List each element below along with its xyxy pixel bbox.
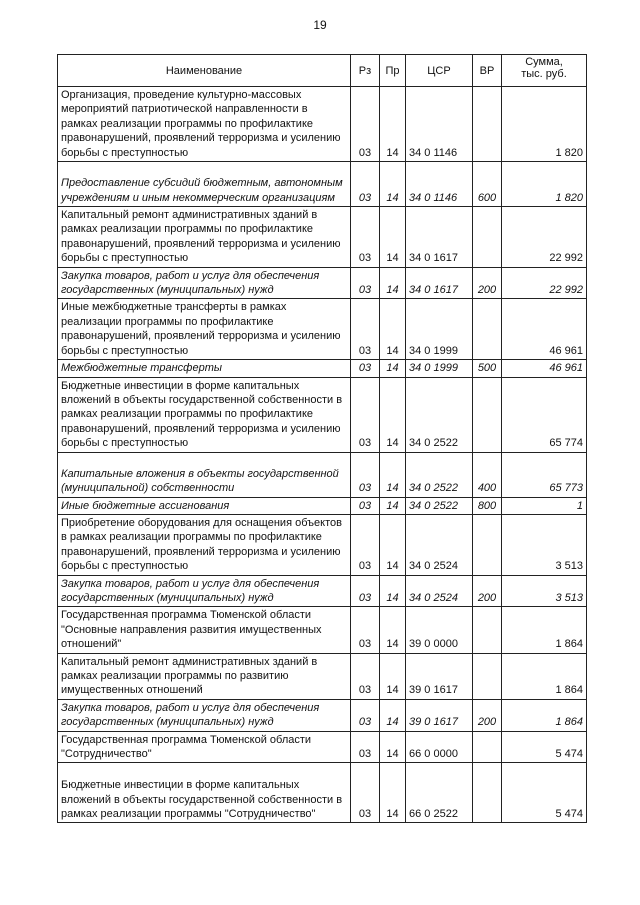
cell-pr: 14 <box>380 360 406 377</box>
cell-vr <box>473 87 502 162</box>
cell-sum: 3 513 <box>502 514 587 575</box>
cell-rz: 03 <box>351 267 380 299</box>
cell-vr: 200 <box>473 575 502 607</box>
cell-vr: 200 <box>473 267 502 299</box>
cell-name: Межбюджетные трансферты <box>58 360 351 377</box>
cell-rz: 03 <box>351 377 380 452</box>
cell-rz: 03 <box>351 452 380 497</box>
cell-csr: 39 0 0000 <box>406 607 473 653</box>
cell-rz: 03 <box>351 575 380 607</box>
cell-rz: 03 <box>351 514 380 575</box>
cell-sum: 46 961 <box>502 299 587 360</box>
cell-csr: 34 0 1999 <box>406 360 473 377</box>
table-row <box>58 87 587 162</box>
header-sum-line1: Сумма, <box>525 56 563 68</box>
cell-sum: 5 474 <box>502 763 587 823</box>
cell-vr: 800 <box>473 497 502 514</box>
cell-sum: 22 992 <box>502 207 587 268</box>
cell-name: Закупка товаров, работ и услуг для обеспечения государственных (муниципальных) нужд <box>58 267 351 299</box>
cell-vr <box>473 653 502 699</box>
cell-csr: 34 0 2524 <box>406 575 473 607</box>
cell-pr: 14 <box>380 653 406 699</box>
table-row <box>58 207 587 268</box>
cell-pr: 14 <box>380 699 406 731</box>
cell-name: Предоставление субсидий бюджетным, автономным учреждениям и иным некоммерческим организациям <box>58 162 351 207</box>
cell-sum: 1 820 <box>502 87 587 162</box>
cell-csr: 34 0 1617 <box>406 207 473 268</box>
cell-csr: 66 0 0000 <box>406 731 473 763</box>
cell-sum: 1 864 <box>502 653 587 699</box>
cell-name: Государственная программа Тюменской области "Основные направления развития имущественных отношений" <box>58 607 351 653</box>
cell-vr: 200 <box>473 699 502 731</box>
cell-csr: 34 0 2522 <box>406 497 473 514</box>
cell-rz: 03 <box>351 699 380 731</box>
page-number: 19 <box>313 18 327 32</box>
cell-pr: 14 <box>380 207 406 268</box>
cell-sum: 1 864 <box>502 607 587 653</box>
cell-sum: 5 474 <box>502 731 587 763</box>
header-vr: ВР <box>473 55 502 87</box>
cell-csr: 39 0 1617 <box>406 653 473 699</box>
cell-pr: 14 <box>380 162 406 207</box>
cell-csr: 34 0 1999 <box>406 299 473 360</box>
table-row <box>58 514 587 575</box>
cell-pr: 14 <box>380 763 406 823</box>
cell-pr: 14 <box>380 731 406 763</box>
cell-csr: 34 0 2524 <box>406 514 473 575</box>
cell-rz: 03 <box>351 653 380 699</box>
table-header-row <box>58 55 587 87</box>
cell-sum: 3 513 <box>502 575 587 607</box>
table-row <box>58 653 587 699</box>
cell-csr: 34 0 1146 <box>406 162 473 207</box>
cell-vr: 400 <box>473 452 502 497</box>
header-name: Наименование <box>58 55 351 87</box>
cell-name: Капитальный ремонт административных зданий в рамках реализации программы по профилактике правонарушений, проявлений терроризма и усилению борьбы с преступностью <box>58 207 351 268</box>
cell-name: Бюджетные инвестиции в форме капитальных вложений в объекты государственной собственности в рамках реализации программы "Сотрудничество" <box>58 763 351 823</box>
cell-pr: 14 <box>380 514 406 575</box>
cell-name: Закупка товаров, работ и услуг для обеспечения государственных (муниципальных) нужд <box>58 575 351 607</box>
cell-sum: 1 820 <box>502 162 587 207</box>
cell-pr: 14 <box>380 87 406 162</box>
cell-csr: 34 0 2522 <box>406 452 473 497</box>
cell-sum: 22 992 <box>502 267 587 299</box>
header-rz: Рз <box>351 55 380 87</box>
cell-name: Организация, проведение культурно-массовых мероприятий патриотической направленности в рамках реализации программы по профилактике правонарушений, проявлений терроризма и усилению борьбы с преступностью <box>58 87 351 162</box>
table-row <box>58 607 587 653</box>
cell-vr: 500 <box>473 360 502 377</box>
header-csr: ЦСР <box>406 55 473 87</box>
cell-pr: 14 <box>380 299 406 360</box>
cell-vr <box>473 299 502 360</box>
cell-name: Иные межбюджетные трансферты в рамках реализации программы по профилактике правонарушений, проявлений терроризма и усилению борьбы с преступностью <box>58 299 351 360</box>
cell-name: Иные бюджетные ассигнования <box>58 497 351 514</box>
cell-rz: 03 <box>351 299 380 360</box>
cell-csr: 34 0 2522 <box>406 377 473 452</box>
table-row <box>58 377 587 452</box>
cell-sum: 1 <box>502 497 587 514</box>
cell-rz: 03 <box>351 360 380 377</box>
cell-name: Закупка товаров, работ и услуг для обеспечения государственных (муниципальных) нужд <box>58 699 351 731</box>
cell-rz: 03 <box>351 731 380 763</box>
cell-pr: 14 <box>380 607 406 653</box>
table-row <box>58 497 587 514</box>
table-row <box>58 299 587 360</box>
cell-name: Бюджетные инвестиции в форме капитальных вложений в объекты государственной собственности в рамках реализации программы по профилактике правонарушений, проявлений терроризма и усилению борьбы с преступностью <box>58 377 351 452</box>
table-row <box>58 360 587 377</box>
table-row <box>58 452 587 497</box>
cell-pr: 14 <box>380 267 406 299</box>
budget-table <box>57 54 587 823</box>
cell-rz: 03 <box>351 763 380 823</box>
cell-vr <box>473 377 502 452</box>
table-row <box>58 267 587 299</box>
cell-pr: 14 <box>380 377 406 452</box>
cell-csr: 66 0 2522 <box>406 763 473 823</box>
table-row <box>58 162 587 207</box>
cell-csr: 34 0 1617 <box>406 267 473 299</box>
cell-vr <box>473 207 502 268</box>
cell-csr: 34 0 1146 <box>406 87 473 162</box>
cell-rz: 03 <box>351 607 380 653</box>
cell-name: Капитальный ремонт административных зданий в рамках реализации программы по развитию имущественных отношений <box>58 653 351 699</box>
cell-name: Капитальные вложения в объекты государственной (муниципальной) собственности <box>58 452 351 497</box>
cell-name: Государственная программа Тюменской области "Сотрудничество" <box>58 731 351 763</box>
cell-sum: 65 774 <box>502 377 587 452</box>
cell-sum: 46 961 <box>502 360 587 377</box>
table-row <box>58 763 587 823</box>
cell-csr: 39 0 1617 <box>406 699 473 731</box>
cell-rz: 03 <box>351 87 380 162</box>
header-sum <box>502 55 587 87</box>
header-sum-line2: тыс. руб. <box>521 68 567 80</box>
cell-pr: 14 <box>380 575 406 607</box>
header-pr: Пр <box>380 55 406 87</box>
cell-name: Приобретение оборудования для оснащения объектов в рамках реализации программы по профилактике правонарушений, проявлений терроризма и усилению борьбы с преступностью <box>58 514 351 575</box>
cell-rz: 03 <box>351 207 380 268</box>
cell-vr <box>473 731 502 763</box>
cell-sum: 1 864 <box>502 699 587 731</box>
cell-vr: 600 <box>473 162 502 207</box>
cell-sum: 65 773 <box>502 452 587 497</box>
cell-pr: 14 <box>380 452 406 497</box>
cell-rz: 03 <box>351 497 380 514</box>
cell-vr <box>473 763 502 823</box>
table-row <box>58 699 587 731</box>
cell-vr <box>473 607 502 653</box>
cell-pr: 14 <box>380 497 406 514</box>
cell-vr <box>473 514 502 575</box>
cell-rz: 03 <box>351 162 380 207</box>
table-row <box>58 575 587 607</box>
table-row <box>58 731 587 763</box>
